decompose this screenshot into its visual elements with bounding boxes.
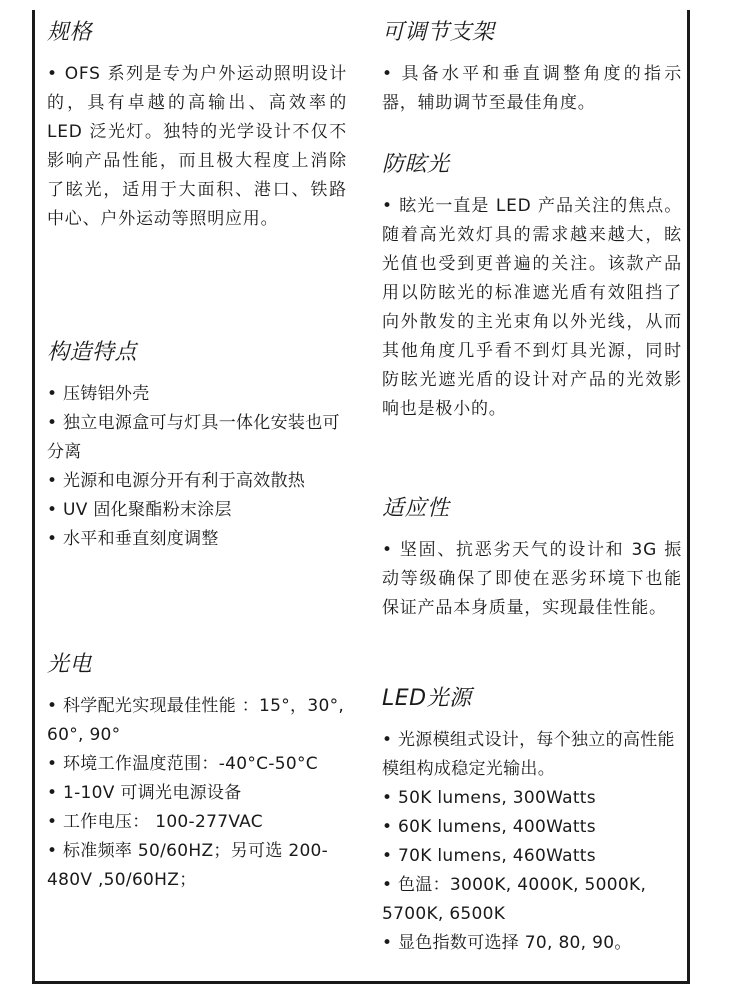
- construction-heading: 构造特点: [47, 340, 138, 365]
- bullet-icon: •: [47, 500, 58, 520]
- electrical-heading: 光电: [47, 652, 93, 677]
- list-item: • 1-10V 可调光电源设备: [47, 779, 347, 808]
- bullet-icon: •: [47, 841, 58, 861]
- antiglare-section: [382, 150, 682, 424]
- bullet-icon: •: [47, 812, 58, 832]
- list-item: • 标准频率 50/60HZ；另可选 200-480V ,50/60HZ；: [47, 837, 347, 895]
- list-item: • 光源和电源分开有利于高效散热: [47, 467, 347, 496]
- bracket-section: [382, 18, 682, 118]
- led-section: [382, 684, 682, 958]
- adaptability-text: • 坚固、抗恶劣天气的设计和 3G 振动等级确保了即使在恶劣环境下也能保证产品本身质量，实现最佳性能。: [382, 540, 682, 618]
- antiglare-text: • 眩光一直是 LED 产品关注的焦点。随着高光效灯具的需求越来越大，眩光值也受到更普遍的关注。该款产品用以防眩光的标准遮光盾有效阻挡了向外散发的主光束角以外光线，从而其他角度几乎看不到灯具光源，同时防眩光遮光盾的设计对产品的光效影响也是极小的。: [382, 196, 682, 419]
- adaptability-section: [382, 494, 682, 623]
- bullet-icon: •: [382, 933, 393, 953]
- electrical-list: [47, 692, 347, 895]
- bullet-icon: •: [382, 788, 393, 808]
- bracket-heading: 可调节支架: [382, 20, 495, 45]
- construction-section: [47, 338, 347, 554]
- bracket-text: • 具备水平和垂直调整角度的指示器，辅助调节至最佳角度。: [382, 64, 682, 113]
- list-item: • 70K lumens, 460Watts: [382, 842, 682, 871]
- adaptability-heading: 适应性: [382, 496, 450, 521]
- bullet-icon: •: [382, 875, 393, 895]
- list-item: • 色温：3000K, 4000K, 5000K, 5700K, 6500K: [382, 871, 682, 929]
- led-heading: LED光源: [382, 686, 472, 711]
- list-item: • 工作电压： 100-277VAC: [47, 808, 347, 837]
- construction-list: [47, 380, 347, 554]
- list-item: • UV 固化聚酯粉末涂层: [47, 496, 347, 525]
- bullet-icon: •: [47, 471, 58, 491]
- electrical-section: [47, 650, 347, 895]
- list-item: • 水平和垂直刻度调整: [47, 525, 347, 554]
- list-item: • 60K lumens, 400Watts: [382, 813, 682, 842]
- list-item: • 科学配光实现最佳性能 ：15°，30°, 60°, 90°: [47, 692, 347, 750]
- list-item: • 压铸铝外壳: [47, 380, 347, 409]
- led-list: [382, 726, 682, 958]
- bullet-icon: •: [382, 817, 393, 837]
- list-item: • 显色指数可选择 70, 80, 90。: [382, 929, 682, 958]
- bullet-icon: •: [47, 529, 58, 549]
- antiglare-heading: 防眩光: [382, 152, 450, 177]
- bullet-icon: •: [47, 754, 58, 774]
- spec-section: [47, 18, 347, 234]
- bullet-icon: •: [47, 783, 58, 803]
- bullet-icon: •: [47, 696, 58, 716]
- spec-text: • OFS 系列是专为户外运动照明设计的，具有卓越的高输出、高效率的 LED 泛光灯。独特的光学设计不仅不影响产品性能，而且极大程度上消除了眩光，适用于大面积、港口、铁路中心、户外运动等照明应用。: [47, 64, 347, 229]
- bullet-icon: •: [47, 413, 58, 433]
- spec-heading: 规格: [47, 20, 93, 45]
- list-item: • 光源模组式设计，每个独立的高性能模组构成稳定光输出。: [382, 726, 682, 784]
- list-item: • 环境工作温度范围：-40°C-50°C: [47, 750, 347, 779]
- list-item: • 独立电源盒可与灯具一体化安装也可分离: [47, 409, 347, 467]
- bullet-icon: •: [47, 384, 58, 404]
- bullet-icon: •: [382, 846, 393, 866]
- list-item: • 50K lumens, 300Watts: [382, 784, 682, 813]
- bullet-icon: •: [382, 730, 393, 750]
